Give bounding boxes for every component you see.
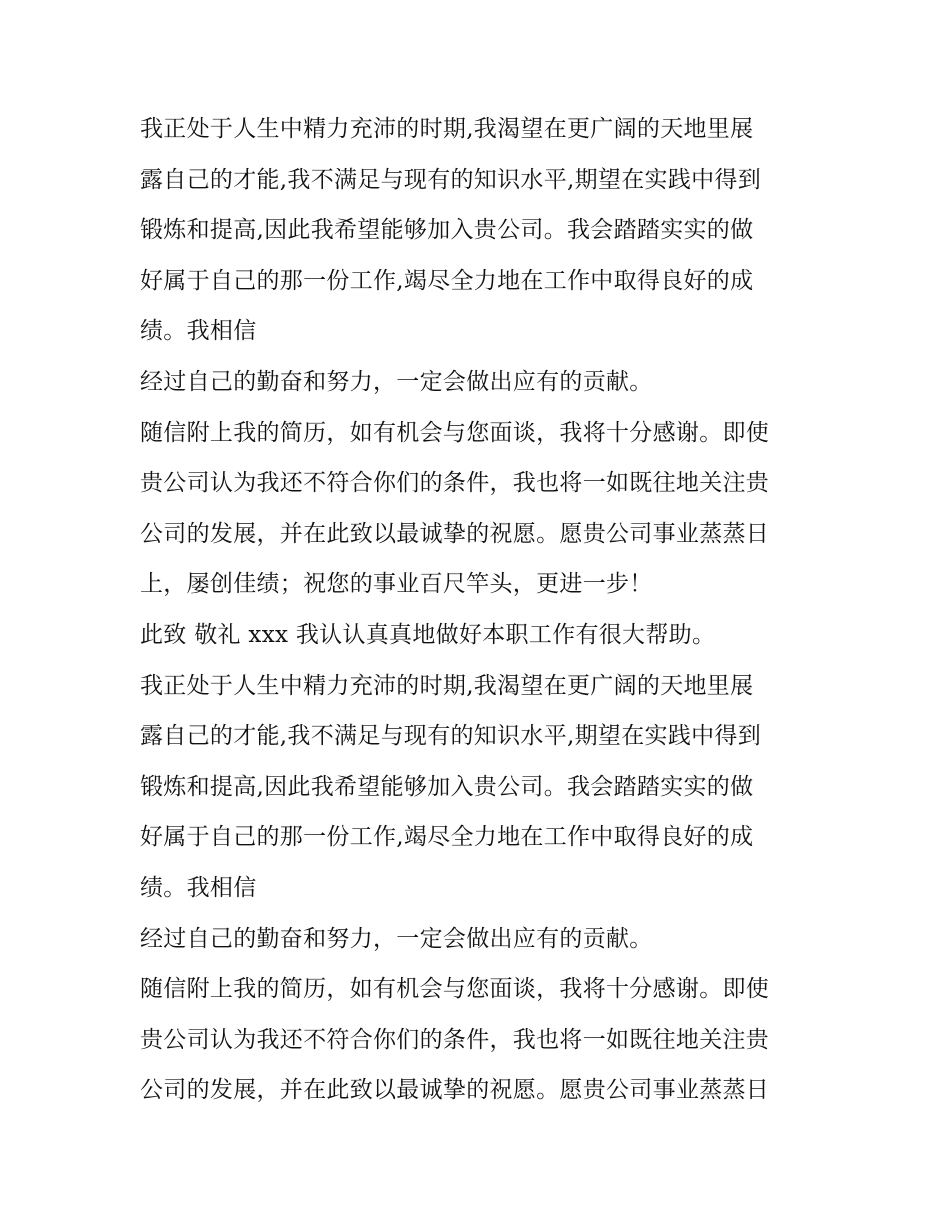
text-line: 绩。我相信: [140, 874, 257, 901]
text-line: 好属于自己的那一份工作,竭尽全力地在工作中取得良好的成: [140, 824, 754, 851]
text-line: 贵公司认为我还不符合你们的条件，我也将一如既往地关注贵: [140, 1026, 770, 1053]
text-line: 上，屡创佳绩；祝您的事业百尺竿头，更进一步！: [140, 571, 653, 598]
text-line: 露自己的才能,我不满足与现有的知识水平,期望在实践中得到: [140, 166, 762, 193]
text-line: 经过自己的勤奋和努力，一定会做出应有的贡献。: [140, 368, 653, 395]
text-line: 此致 敬礼 xxx 我认认真真地做好本职工作有很大帮助。: [140, 621, 716, 648]
text-line: 我正处于人生中精力充沛的时期,我渴望在更广阔的天地里展: [140, 672, 754, 699]
letter-body: [140, 104, 830, 1116]
text-line: 我正处于人生中精力充沛的时期,我渴望在更广阔的天地里展: [140, 116, 754, 142]
text-line: 公司的发展，并在此致以最诚挚的祝愿。愿贵公司事业蒸蒸日: [140, 520, 770, 547]
text-line: 好属于自己的那一份工作,竭尽全力地在工作中取得良好的成: [140, 267, 754, 294]
text-line: 随信附上我的简历，如有机会与您面谈，我将十分感谢。即使: [140, 976, 770, 1003]
text-line: 绩。我相信: [140, 318, 257, 345]
text-line: 公司的发展，并在此致以最诚挚的祝愿。愿贵公司事业蒸蒸日: [140, 1077, 770, 1104]
text-line: 经过自己的勤奋和努力，一定会做出应有的贡献。: [140, 925, 653, 952]
text-line: 锻炼和提高,因此我希望能够加入贵公司。我会踏踏实实的做: [140, 773, 754, 800]
text-line: 随信附上我的简历，如有机会与您面谈，我将十分感谢。即使: [140, 419, 770, 446]
text-line: 贵公司认为我还不符合你们的条件，我也将一如既往地关注贵: [140, 470, 770, 497]
text-line: 露自己的才能,我不满足与现有的知识水平,期望在实践中得到: [140, 723, 762, 750]
text-line: 锻炼和提高,因此我希望能够加入贵公司。我会踏踏实实的做: [140, 217, 754, 244]
